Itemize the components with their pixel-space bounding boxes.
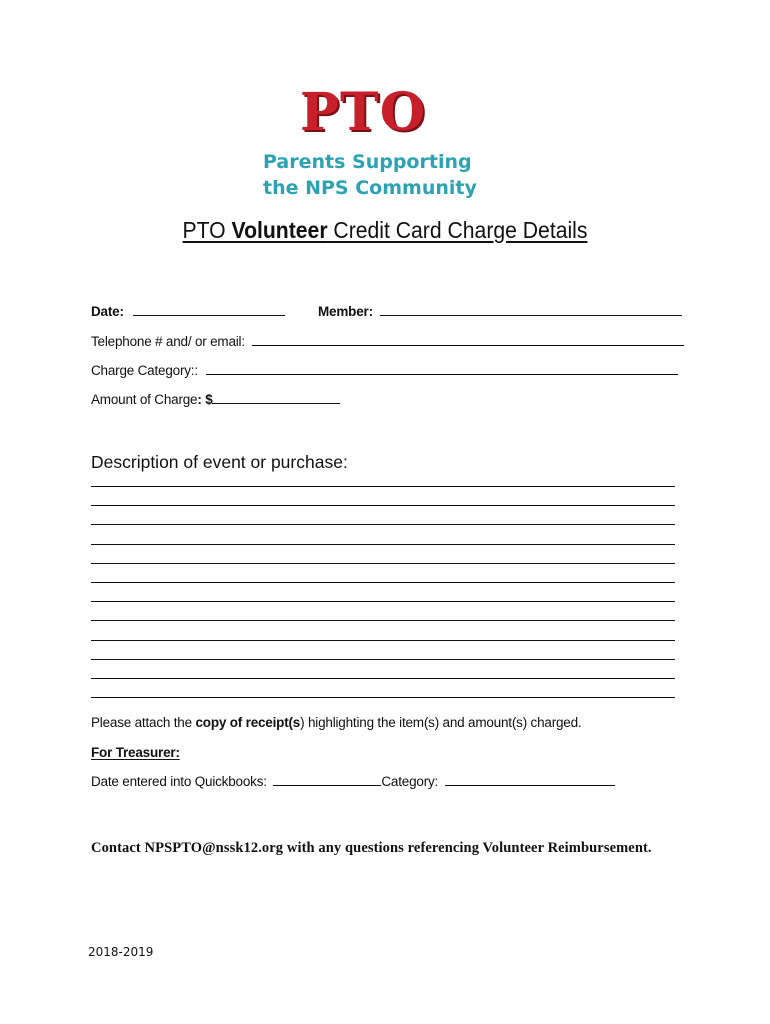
description-line[interactable] [91, 697, 675, 698]
treasurer-heading-text: For Treasurer: [91, 745, 180, 760]
contact-note: Contact NPSPTO@nssk12.org with any questions referencing Volunteer Reimbursement. [91, 840, 652, 856]
treasurer-category-field[interactable] [445, 773, 615, 786]
description-line[interactable] [91, 678, 675, 679]
treasurer-category-label: Category: [381, 774, 439, 789]
quickbooks-date-field[interactable] [273, 773, 381, 786]
description-line[interactable] [91, 620, 675, 621]
attach-bold: copy of receipt(s [195, 715, 301, 730]
title-bold: Volunteer [231, 217, 328, 243]
description-line[interactable] [91, 544, 675, 545]
description-line[interactable] [91, 640, 675, 641]
date-row [91, 303, 285, 321]
member-row [318, 303, 682, 321]
description-line[interactable] [91, 601, 675, 602]
category-row [91, 362, 678, 380]
description-line[interactable] [91, 505, 675, 506]
attach-suffix: ) highlighting the item(s) and amount(s) charged. [300, 715, 582, 730]
treasurer-row [91, 773, 615, 791]
treasurer-heading [91, 744, 180, 762]
attach-receipt-note [91, 714, 581, 732]
member-label: Member: [318, 304, 373, 319]
description-line[interactable] [91, 486, 675, 487]
telephone-email-field[interactable] [252, 333, 684, 346]
page-title [31, 216, 739, 244]
footer-year: 2018-2019 [88, 945, 154, 959]
logo-tagline-line2: the NPS Community [263, 177, 477, 199]
attach-prefix: Please attach the [91, 715, 196, 730]
logo-tagline-line1: Parents Supporting [263, 151, 472, 173]
amount-row [91, 391, 340, 409]
title-prefix: PTO [182, 217, 232, 243]
description-label: Description of event or purchase: [91, 452, 348, 472]
description-line[interactable] [91, 582, 675, 583]
charge-category-field[interactable] [206, 362, 678, 375]
date-field[interactable] [133, 303, 285, 316]
description-line[interactable] [91, 524, 675, 525]
telephone-row [91, 333, 684, 351]
amount-dollar: : $ [197, 392, 213, 407]
member-field[interactable] [380, 303, 682, 316]
telephone-label: Telephone # and/ or email: [91, 334, 245, 349]
category-label: Charge Category:: [91, 363, 198, 378]
amount-label: Amount of Charge [91, 392, 198, 407]
title-suffix: Credit Card Charge Details [327, 217, 588, 243]
quickbooks-date-label: Date entered into Quickbooks: [91, 774, 267, 789]
description-line[interactable] [91, 563, 675, 564]
pto-logo-mark: PTO [299, 82, 427, 143]
date-label: Date: [91, 304, 124, 319]
description-line[interactable] [91, 659, 675, 660]
amount-field[interactable] [212, 391, 340, 404]
